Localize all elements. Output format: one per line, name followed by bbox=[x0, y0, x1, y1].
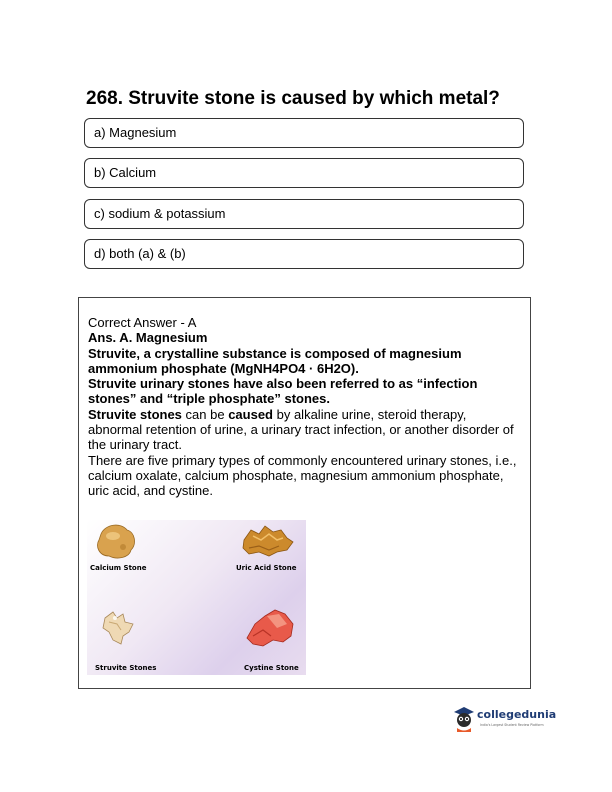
answer-box bbox=[78, 297, 531, 689]
question-title: 268. Struvite stone is caused by which metal? bbox=[86, 88, 500, 109]
collegedunia-logo bbox=[452, 706, 572, 734]
stone-types-figure bbox=[87, 520, 306, 675]
cystine-stone-image bbox=[247, 610, 293, 646]
cystine-stone-label: Cystine Stone bbox=[244, 664, 299, 672]
para3-mid: can be bbox=[181, 406, 229, 422]
uric-acid-stone-image bbox=[243, 526, 293, 556]
answer-text bbox=[88, 315, 520, 499]
calcium-stone-image bbox=[97, 525, 134, 558]
option-b[interactable]: b) Calcium bbox=[84, 158, 524, 188]
para3-bold: Struvite stones bbox=[88, 406, 182, 422]
para3-bold2: caused bbox=[228, 406, 273, 422]
struvite-stone-image bbox=[103, 612, 133, 644]
explanation-para-3 bbox=[88, 407, 520, 453]
option-d[interactable]: d) both (a) & (b) bbox=[84, 239, 524, 269]
stone-illustrations bbox=[87, 520, 306, 675]
option-c[interactable]: c) sodium & potassium bbox=[84, 199, 524, 229]
explanation-para-2: Struvite urinary stones have also been referred to as “infection stones” and “triple phosphate” stones. bbox=[88, 376, 478, 407]
explanation-para-4: There are five primary types of commonly encountered urinary stones, i.e., calcium oxalate, calcium phosphate, magnesium ammonium phosphate, uric acid, and cystine. bbox=[88, 452, 517, 499]
struvite-stone-label: Struvite Stones bbox=[95, 664, 157, 672]
para3-rest: by alkaline urine, steroid therapy, abnormal retention of urine, a urinary tract infection, or another disorder of the urinary tract. bbox=[88, 406, 514, 453]
calcium-stone-label: Calcium Stone bbox=[90, 564, 147, 572]
option-a[interactable]: a) Magnesium bbox=[84, 118, 524, 148]
logo-mascot-icon bbox=[452, 706, 476, 732]
logo-tagline: India's Largest Student Review Platform bbox=[480, 723, 544, 727]
logo-name: collegedunia bbox=[477, 708, 557, 721]
answer-line: Ans. A. Magnesium bbox=[88, 330, 208, 346]
uric-acid-stone-label: Uric Acid Stone bbox=[236, 564, 297, 572]
explanation-para-1: Struvite, a crystalline substance is composed of magnesium ammonium phosphate (MgNH4PO4 · 6H2O). bbox=[88, 345, 462, 376]
correct-answer-line: Correct Answer - A bbox=[88, 315, 197, 330]
